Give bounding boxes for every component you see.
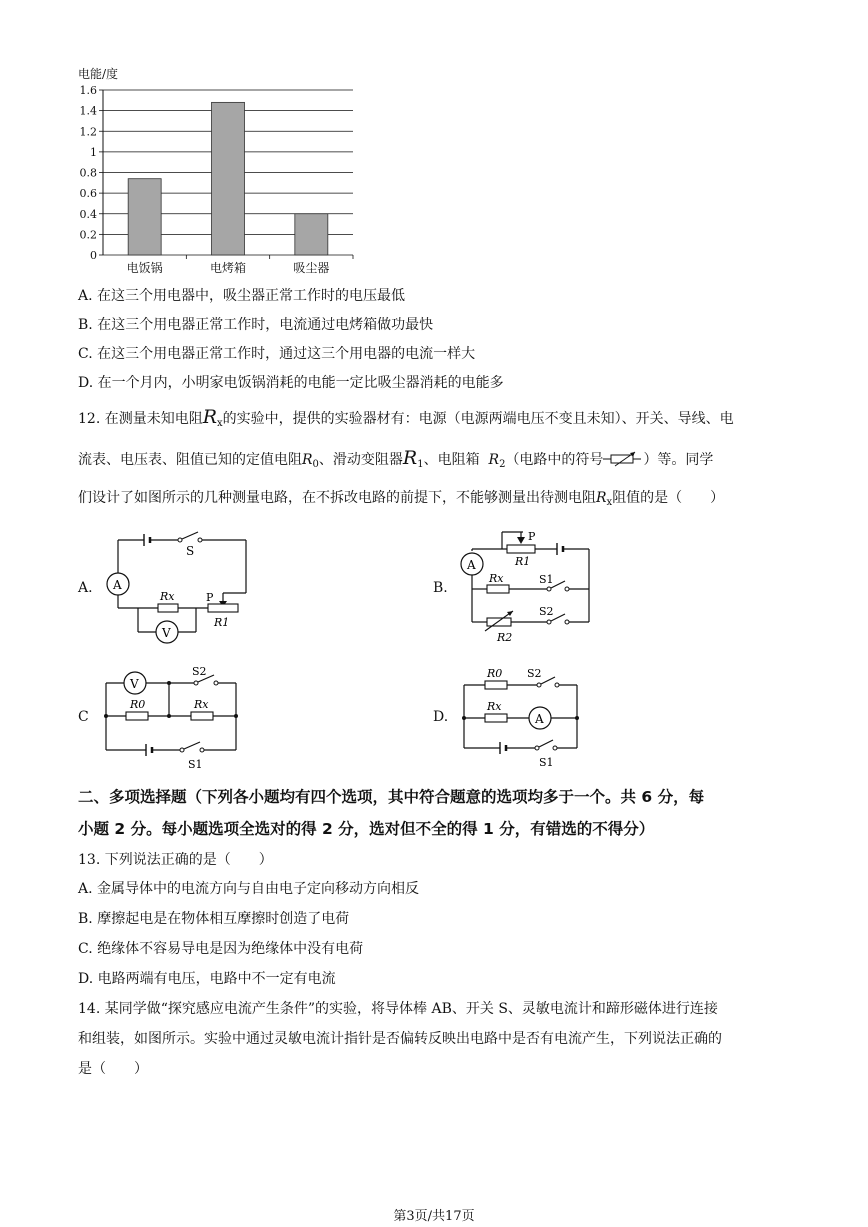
y-axis-label: 电能/度: [78, 67, 119, 81]
y-tick-label: 0.8: [79, 166, 97, 180]
q11-option-d: D. 在一个月内，小明家电饭锅消耗的电能一定比吸尘器消耗的电能多: [78, 375, 504, 391]
energy-bar-chart: [60, 62, 370, 284]
svg-text:A: A: [535, 712, 544, 726]
section2-heading-line2: 小题 2 分。每小题选项全选对的得 2 分，选对但不全的得 1 分，有错选的不得分）: [78, 820, 655, 838]
y-tick-label: 1.6: [79, 84, 97, 97]
bar: [295, 214, 328, 255]
bar: [212, 102, 245, 255]
section2-heading-line1: 二、多项选择题（下列各小题均有四个选项，其中符合题意的选项均多于一个。共 6 分，每: [78, 788, 705, 806]
y-tick-label: 1.2: [79, 125, 97, 139]
page-number: 第3页/共17页: [393, 1209, 475, 1224]
q14-stem-line2: 和组装，如图所示。实验中通过灵敏电流计指针是否偏转反映出电路中是否有电流产生，下列说法正确的: [78, 1031, 722, 1047]
svg-text:V: V: [130, 677, 139, 691]
q13-option-c: C. 绝缘体不容易导电是因为绝缘体中没有电荷: [78, 941, 364, 957]
svg-text:S: S: [186, 544, 195, 558]
svg-text:V: V: [162, 626, 171, 640]
y-tick-label: 1: [90, 145, 97, 159]
q13-option-a: A. 金属导体中的电流方向与自由电子定向移动方向相反: [78, 881, 420, 897]
circuit-d-diagram: [455, 662, 585, 774]
svg-text:A: A: [467, 558, 476, 572]
x-category-label: 吸尘器: [293, 261, 330, 275]
q13-option-b: B. 摩擦起电是在物体相互摩擦时创造了电荷: [78, 911, 350, 927]
y-tick-label: 0.4: [79, 207, 97, 221]
q14-stem-line1: 14. 某同学做“探究感应电流产生条件”的实验，将导体棒 AB、开关 S、灵敏电流计和蹄形磁体进行连接: [78, 1001, 718, 1017]
svg-text:Rx: Rx: [160, 590, 175, 603]
svg-text:A: A: [113, 578, 122, 592]
svg-text:R0: R0: [487, 667, 503, 680]
circuit-a-diagram: [100, 525, 260, 650]
svg-text:S1: S1: [539, 573, 554, 586]
circuit-a-label: A.: [78, 580, 93, 596]
circuit-b-label: B.: [433, 580, 448, 596]
q12-stem-line1: 12. 在测量未知电阻$R_x$的实验中，提供的实验器材有：电源（电源两端电压不变且未知）、开关、导线、电: [78, 406, 734, 429]
circuit-b-diagram: [455, 527, 600, 647]
circuit-c-label: C: [78, 709, 89, 725]
y-tick-label: 0: [90, 249, 97, 262]
q11-option-b: B. 在这三个用电器正常工作时，电流通过电烤箱做功最快: [78, 317, 434, 333]
q12-stem-line2: 流表、电压表、阻值已知的定值电阻$R_0$、滑动变阻器$R_1$、电阻箱 $R_2$（电路中的符号 ）等。同学: [78, 447, 714, 470]
svg-text:P: P: [206, 591, 214, 604]
svg-text:R1: R1: [214, 616, 230, 629]
bar: [128, 179, 161, 255]
svg-text:S1: S1: [539, 756, 554, 769]
q11-option-a: A. 在这三个用电器中，吸尘器正常工作时的电压最低: [78, 288, 406, 304]
y-tick-label: 0.2: [79, 228, 97, 242]
q11-option-c: C. 在这三个用电器正常工作时，通过这三个用电器的电流一样大: [78, 346, 476, 362]
svg-text:S2: S2: [192, 665, 207, 678]
q13-stem: 13. 下列说法正确的是（ ）: [78, 852, 273, 868]
y-tick-label: 0.6: [79, 187, 97, 201]
x-category-label: 电烤箱: [209, 261, 247, 275]
svg-text:R0: R0: [130, 698, 146, 711]
x-category-label: 电饭锅: [126, 261, 163, 275]
q12-stem-line3: 们设计了如图所示的几种测量电路，在不拆改电路的前提下，不能够测量出待测电阻$R_x$阻值的是（ ）: [78, 490, 725, 508]
svg-text:P: P: [528, 530, 536, 543]
svg-text:Rx: Rx: [487, 700, 502, 713]
svg-text:R2: R2: [497, 631, 513, 644]
svg-text:Rx: Rx: [194, 698, 209, 711]
svg-text:S2: S2: [539, 605, 554, 618]
q13-option-d: D. 电路两端有电压，电路中不一定有电流: [78, 971, 336, 987]
svg-text:S2: S2: [527, 667, 542, 680]
variable-resistor-symbol: [603, 450, 643, 468]
circuit-d-label: D.: [433, 709, 449, 725]
y-tick-label: 1.4: [79, 104, 97, 118]
q14-stem-line3: 是（ ）: [78, 1061, 148, 1077]
circuit-c-diagram: [96, 662, 246, 774]
svg-text:Rx: Rx: [489, 572, 504, 585]
svg-text:S1: S1: [188, 758, 203, 771]
svg-text:R1: R1: [515, 555, 531, 568]
